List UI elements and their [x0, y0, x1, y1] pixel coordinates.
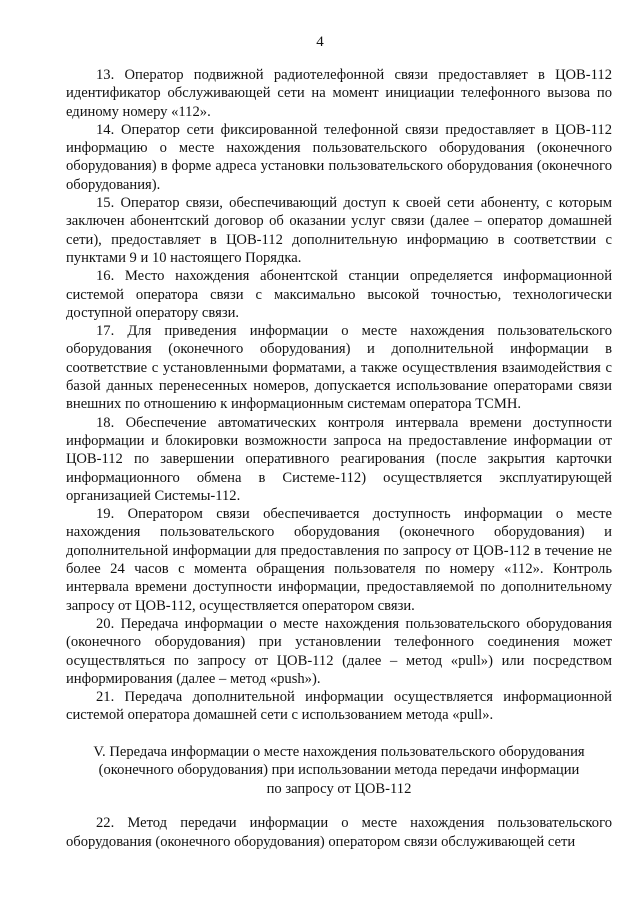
page-number: 4 — [316, 34, 324, 50]
paragraph-16: 16. Место нахождения абонентской станции определяется информационной системой оператора связи с максимально высокой точностью, технологически доступной оператору связи. — [66, 268, 612, 321]
paragraph-14: 14. Оператор сети фиксированной телефонной связи предоставляет в ЦОВ-112 информацию о месте нахождения пользовательского оборудования (оконечного оборудования) в форме адреса установки пользовательского оборудования (оконечного оборудования). — [66, 121, 612, 193]
paragraph-19: 19. Оператором связи обеспечивается доступность информации о месте нахождения пользовательского оборудования (оконечного оборудования) и дополнительной информации для предоставления по запросу от ЦОВ-112 в течение не более 24 часов с момента обращения пользователя по номеру «112». Контроль интервала времени доступности информации, предоставляемой по дополнительному запросу от ЦОВ-112, осуществляется оператором связи. — [66, 506, 612, 614]
paragraph-17: 17. Для приведения информации о месте нахождения пользовательского оборудования (оконечного оборудования) и дополнительной информации в соответствие с установленными форматами, а также осуществления взаимодействия с базой данных перенесенных номеров, допускается использование операторами связи внешних по отношению к информационным системам оператора ТСМН. — [66, 323, 612, 413]
paragraph-18: 18. Обеспечение автоматических контроля интервала времени доступности информации и блокировки возможности запроса на предоставление информации от ЦОВ-112 по завершении оперативного реагирования (после закрытия карточки информационного обмена в Системе-112) осуществляется эксплуатирующей организацией Системы-112. — [66, 414, 612, 504]
section-heading — [66, 743, 612, 799]
paragraph-15: 15. Оператор связи, обеспечивающий доступ к своей сети абоненту, с которым заключен абонентский договор об оказании услуг связи (далее – оператор домашней сети), предоставляет в ЦОВ-112 дополнительную информацию в соответствии с пунктами 9 и 10 настоящего Порядка. — [66, 195, 612, 266]
section-heading-line: (оконечного оборудования) при использовании метода передачи информации — [98, 762, 580, 779]
document-body — [66, 66, 612, 851]
paragraph-22: 22. Метод передачи информации о месте нахождения пользовательского оборудования (оконечного оборудования) оператором связи обслуживающей сети — [66, 815, 612, 850]
section-heading-line: по запросу от ЦОВ-112 — [266, 780, 412, 797]
paragraph-20: 20. Передача информации о месте нахождения пользовательского оборудования (оконечного оборудования) при установлении телефонного соединения может осуществляться по запросу от ЦОВ-112 (далее – метод «pull») или посредством информирования (далее – метод «push»). — [66, 615, 612, 687]
paragraph-13: 13. Оператор подвижной радиотелефонной связи предоставляет в ЦОВ-112 идентификатор обслуживающей сети на момент инициации телефонного вызова по единому номеру «112». — [66, 67, 612, 120]
section-heading-line: V. Передача информации о месте нахождения пользовательского оборудования — [93, 743, 585, 760]
paragraph-21: 21. Передача дополнительной информации осуществляется информационной системой оператора домашней сети с использованием метода «pull». — [66, 689, 612, 724]
